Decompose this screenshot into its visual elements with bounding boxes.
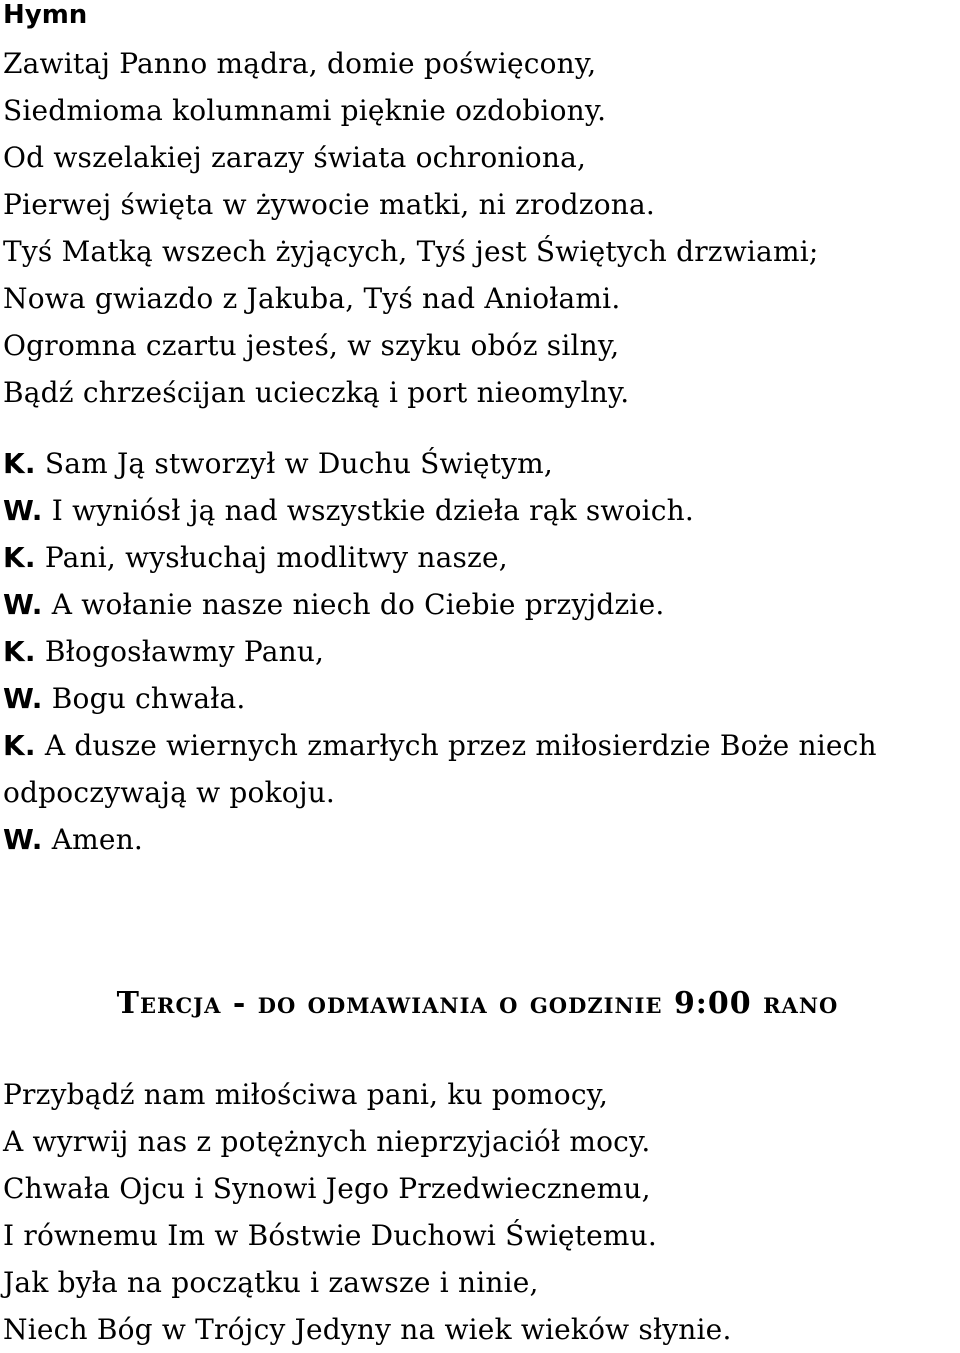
versicle-line [3, 440, 958, 487]
tercja-line: Niech Bóg w Trójcy Jedyny na wiek wieków słynie. [3, 1313, 732, 1346]
response-text: A wołanie nasze niech do Ciebie przyjdzie. [51, 588, 665, 621]
response-line [3, 581, 958, 628]
hymn-line: Siedmioma kolumnami pięknie ozdobiony. [3, 94, 607, 127]
tercja-line: A wyrwij nas z potężnych nieprzyjaciół mocy. [3, 1125, 651, 1158]
versicle-marker: K. [3, 447, 36, 480]
response-text: Bogu chwała. [51, 682, 246, 715]
hymn-line: Od wszelakiej zarazy świata ochroniona, [3, 141, 587, 174]
hymn-line: Nowa gwiazdo z Jakuba, Tyś nad Aniołami. [3, 282, 621, 315]
versicle-text: Pani, wysłuchaj modlitwy nasze, [44, 541, 508, 574]
tercja-line: Jak była na początku i zawsze i ninie, [3, 1266, 539, 1299]
versicle-marker: K. [3, 635, 36, 668]
versicles-responses [3, 440, 958, 863]
response-marker: W. [3, 682, 43, 715]
tercja-title: Tercja - do odmawiania o godzinie 9:00 rano [116, 986, 839, 1021]
versicle-text: A dusze wiernych zmarłych przez miłosierdzie Boże niech [44, 729, 877, 762]
versicle-text: odpoczywają w pokoju. [3, 776, 336, 809]
tercja-line: I równemu Im w Bóstwie Duchowi Świętemu. [3, 1219, 657, 1252]
hymn-line: Tyś Matką wszech żyjących, Tyś jest Świętych drzwiami; [3, 235, 819, 268]
hymn-line: Ogromna czartu jesteś, w szyku obóz silny, [3, 329, 620, 362]
response-line [3, 487, 958, 534]
versicle-line [3, 628, 958, 675]
response-marker: W. [3, 823, 43, 856]
versicle-continuation [3, 769, 958, 816]
hymn-verse [3, 40, 958, 416]
response-marker: W. [3, 494, 43, 527]
hymn-line: Zawitaj Panno mądra, domie poświęcony, [3, 47, 597, 80]
versicle-line [3, 722, 958, 769]
hymn-heading: Hymn [3, 0, 88, 30]
versicle-marker: K. [3, 541, 36, 574]
response-text: I wyniósł ją nad wszystkie dzieła rąk swoich. [51, 494, 695, 527]
response-line [3, 675, 958, 722]
document-page [3, 0, 958, 863]
versicle-text: Błogosławmy Panu, [44, 635, 325, 668]
tercja-line: Przybądź nam miłościwa pani, ku pomocy, [3, 1078, 609, 1111]
tercja-line: Chwała Ojcu i Synowi Jego Przedwiecznemu, [3, 1172, 651, 1205]
response-marker: W. [3, 588, 43, 621]
versicle-line [3, 534, 958, 581]
hymn-line: Pierwej święta w żywocie matki, ni zrodzona. [3, 188, 656, 221]
response-line [3, 816, 958, 863]
response-text: Amen. [51, 823, 144, 856]
versicle-text: Sam Ją stworzył w Duchu Świętym, [44, 447, 553, 480]
versicle-marker: K. [3, 729, 36, 762]
hymn-line: Bądź chrześcijan ucieczką i port nieomylny. [3, 376, 630, 409]
tercja-verse [3, 1071, 958, 1353]
